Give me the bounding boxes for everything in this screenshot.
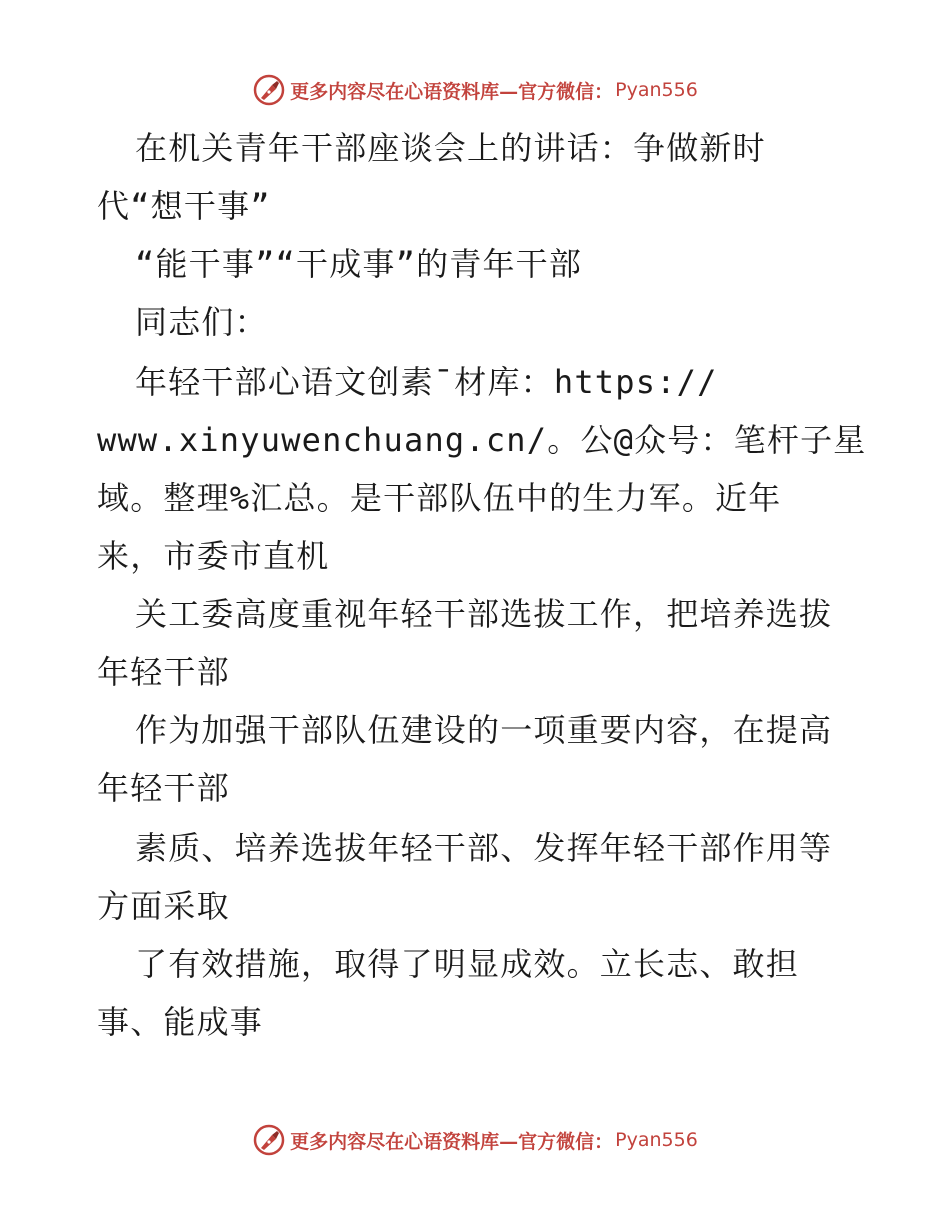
paragraph-line: 年轻干部 (97, 653, 230, 691)
watermark-wechat-id: Pyan556 (615, 79, 698, 101)
pen-nib-circle-icon (252, 73, 286, 107)
paragraph-line: www.xinyuwenchuang.cn/。公@众号：笔杆子星 (97, 421, 867, 459)
pen-nib-circle-icon (252, 1123, 286, 1157)
paragraph-line: 事、能成事 (97, 1003, 264, 1041)
paragraph-line: 年轻干部 (97, 769, 230, 807)
title-line-1: 在机关青年干部座谈会上的讲话：争做新时 (135, 129, 766, 167)
paragraph-line: 素质、培养选拔年轻干部、发挥年轻干部作用等 (135, 829, 833, 867)
footer-watermark (0, 1120, 950, 1160)
watermark-text: 更多内容尽在心语资料库—官方微信： (290, 80, 614, 103)
paragraph-line: 作为加强干部队伍建设的一项重要内容，在提高 (135, 711, 833, 749)
watermark-wechat-id: Pyan556 (615, 1129, 698, 1151)
watermark-text: 更多内容尽在心语资料库—官方微信： (290, 1130, 614, 1153)
title-line-3: “能干事”“干成事”的青年干部 (135, 245, 583, 283)
paragraph-line: 关工委高度重视年轻干部选拔工作，把培养选拔 (135, 595, 833, 633)
paragraph-line: 域。整理%汇总。是干部队伍中的生力军。近年 (97, 479, 782, 517)
paragraph-line: 方面采取 (97, 887, 230, 925)
title-line-2: 代“想干事” (97, 187, 271, 225)
paragraph-line: 了有效措施，取得了明显成效。立长志、敢担 (135, 945, 800, 983)
paragraph-line: 年轻干部心语文创素¯材库：https:// (135, 363, 718, 401)
salutation: 同志们： (135, 303, 268, 341)
header-watermark (0, 70, 950, 110)
paragraph-line: 来，市委市直机 (97, 537, 330, 575)
